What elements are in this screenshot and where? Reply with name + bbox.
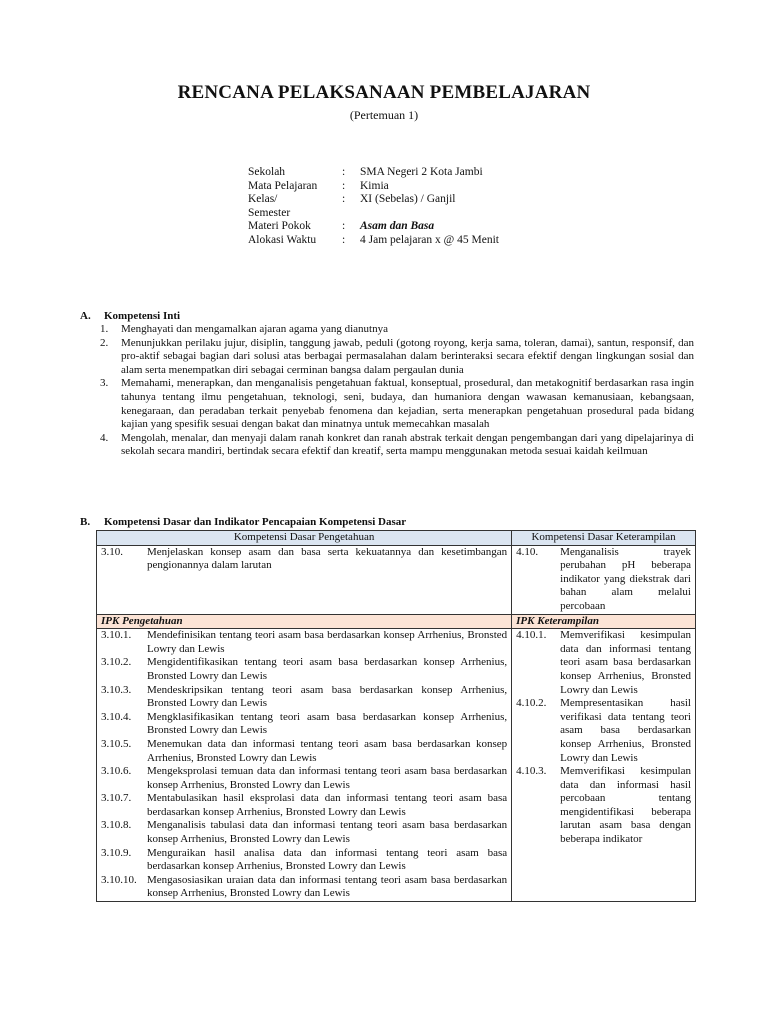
kompetensi-inti-list [100,323,694,459]
kd-item [101,546,507,573]
kd-number: 4.10. [516,545,539,558]
ipk-item [101,629,507,656]
ipk-item [101,765,507,792]
ipk-pengetahuan-label: IPK Pengetahuan [97,614,512,629]
list-item [100,337,694,378]
kd-item [516,546,691,614]
ipk-item [101,656,507,683]
identity-row [248,220,668,234]
identity-label: Semester [248,206,291,219]
kd-keterampilan-cell [512,545,696,614]
document-subtitle: (Pertemuan 1) [349,108,419,122]
list-number: 3. [100,377,109,390]
list-number: 1. [100,323,109,335]
identity-block [248,166,668,248]
ipk-item [516,765,691,847]
section-b-heading [80,516,406,530]
list-number: 2. [100,336,109,349]
column-header-pengetahuan: Kompetensi Dasar Pengetahuan [97,531,512,546]
identity-label: Alokasi Waktu [248,233,317,246]
identity-row [248,193,668,207]
ipk-item [101,792,507,819]
ipk-text: Menguraikan hasil analisa data dan informasi tentang teori asam basa berdasarkan konsep Arrhenius, Bronsted Lowry dan Lewis [147,846,508,873]
list-item [100,377,694,431]
identity-row [248,234,668,248]
section-title: Kompetensi Inti [104,310,181,322]
ipk-pengetahuan-cell [97,629,512,902]
list-text: Menunjukkan perilaku jujur, disiplin, tanggung jawab, peduli (gotong royong, kerja sama, toleran, damai), santun, responsif, dan pro-aktif sebagai bagian dari solusi atas berbagai permasalahan dalam berinteraksi secara efektif dengan lingkungan sosial dan alam serta menempatkan diri sebagai cerminan bangsa dalam pergaulan dunia [121,336,694,376]
list-item [100,432,694,459]
ipk-number: 3.10.3. [101,683,132,696]
column-header-keterampilan: Kompetensi Dasar Keterampilan [512,531,696,546]
ipk-number: 3.10.4. [101,710,132,723]
identity-separator: : [342,193,346,206]
section-letter: B. [80,516,91,528]
identity-value: Kimia [360,179,389,192]
ipk-text: Mentabulasikan hasil eksprolasi data dan informasi tentang teori asam basa berdasarkan konsep Arrhenius, Bronsted Lowry dan Lewis [147,792,508,818]
ipk-number: 4.10.3. [516,765,547,778]
kd-text: Menjelaskan konsep asam dan basa serta kekuatannya dan kesetimbangan pengionannya dalam larutan [147,545,508,572]
ipk-number: 3.10.7. [101,792,132,805]
identity-separator: : [342,166,346,178]
ipk-item [101,738,507,765]
ipk-item [101,847,507,874]
kd-pengetahuan-cell [97,545,512,614]
list-text: Menghayati dan mengamalkan ajaran agama yang dianutnya [121,323,388,335]
list-number: 4. [100,431,109,444]
identity-value: Asam dan Basa [360,220,435,233]
kd-number: 3.10. [101,545,123,558]
ipk-text: Mendefinisikan tentang teori asam basa berdasarkan konsep Arrhenius, Bronsted Lowry dan Lewis [147,629,508,655]
ipk-item [101,819,507,846]
kompetensi-dasar-table [96,530,696,902]
identity-label: Mata Pelajaran [248,179,318,192]
ipk-item [101,874,507,901]
ipk-number: 3.10.5. [101,737,132,750]
ipk-text: Memverifikasi kesimpulan data dan informasi tentang teori asam basa berdasarkan konsep Arrhenius, Bronsted Lowry dan Lewis [560,629,691,696]
identity-label: Kelas/ [248,193,278,206]
table-row [97,629,696,902]
identity-value: 4 Jam pelajaran x @ 45 Menit [360,233,499,246]
identity-value: SMA Negeri 2 Kota Jambi [360,166,483,178]
ipk-item [101,711,507,738]
ipk-text: Mendeskripsikan tentang teori asam basa berdasarkan konsep Arrhenius, Bronsted Lowry dan Lewis [147,683,508,710]
section-letter: A. [80,310,91,322]
ipk-item [101,684,507,711]
ipk-text: Memverifikasi kesimpulan data dan informasi hasil percobaan tentang mengidentifikasi beberapa larutan asam basa dengan beberapa indikator [560,765,691,846]
kd-text: Menganalisis trayek perubahan pH beberapa indikator yang diekstrak dari bahan alam melalui percobaan [560,545,691,612]
ipk-number: 3.10.9. [101,846,132,859]
ipk-number: 4.10.2. [516,697,547,710]
identity-label: Sekolah [248,166,286,178]
identity-row [248,166,668,180]
table-header-row [97,531,696,546]
ipk-number: 3.10.8. [101,819,132,832]
identity-separator: : [342,233,346,246]
identity-value [360,207,668,221]
identity-value: XI (Sebelas) / Ganjil [360,193,456,206]
identity-separator: : [342,220,346,233]
list-text: Mengolah, menalar, dan menyaji dalam ranah konkret dan ranah abstrak terkait dengan pengembangan dari yang dipelajarinya di sekolah secara mandiri, bertindak secara efektif dan kreatif, serta mampu menggunakan metoda sesuai kaidah keilmuan [121,431,694,458]
identity-separator: : [342,179,346,192]
ipk-text: Mengasosiasikan uraian data dan informasi tentang teori asam basa berdasarkan konsep Arrhenius, Bronsted Lowry dan Lewis [147,873,508,900]
identity-separator [342,207,360,221]
ipk-text: Mengklasifikasikan tentang teori asam basa berdasarkan konsep Arrhenius, Bronsted Lowry dan Lewis [147,710,508,737]
identity-label: Materi Pokok [248,220,311,233]
ipk-text: Mengeksprolasi temuan data dan informasi tentang teori asam basa berdasarkan konsep Arrhenius, Bronsted Lowry dan Lewis [147,765,508,791]
section-a-heading [80,310,180,324]
identity-row [248,180,668,194]
ipk-item [516,697,691,765]
ipk-header-row [97,614,696,629]
document-title: RENCANA PELAKSANAAN PEMBELAJARAN [177,82,591,103]
section-title: Kompetensi Dasar dan Indikator Pencapaian Kompetensi Dasar [104,516,407,528]
list-item [100,323,694,337]
ipk-number: 3.10.6. [101,765,132,778]
ipk-keterampilan-label: IPK Keterampilan [512,614,696,629]
ipk-text: Menganalisis tabulasi data dan informasi tentang teori asam basa berdasarkan konsep Arrhenius, Bronsted Lowry dan Lewis [147,819,508,846]
table-row [97,545,696,614]
ipk-text: Menemukan data dan informasi tentang teori asam basa berdasarkan konsep Arrhenius, Bronsted Lowry dan Lewis [147,737,508,764]
identity-row [248,207,668,221]
ipk-keterampilan-cell [512,629,696,902]
ipk-text: Mempresentasikan hasil verifikasi data tentang teori asam basa berdasarkan konsep Arrhenius, Bronsted Lowry dan Lewis [560,697,691,764]
list-text: Memahami, menerapkan, dan menganalisis pengetahuan faktual, konseptual, prosedural, dan metakognitif berdasarkan rasa ingin tahunya tentang ilmu pengetahuan, teknologi, seni, budaya, dan humaniora dengan wawasan kemanusiaan, kebangsaan, kenegaraan, dan peradaban terkait penyebab fenomena dan kejadian, serta menerapkan pengetahuan prosedural pada bidang kajian yang spesifik sesuai dengan bakat dan minatnya untuk memecahkan masalah [121,377,694,431]
ipk-text: Mengidentifikasikan tentang teori asam basa berdasarkan konsep Arrhenius, Bronsted Lowry dan Lewis [147,656,508,682]
ipk-item [516,629,691,697]
ipk-number: 3.10.10. [101,873,137,886]
ipk-number: 4.10.1. [516,629,547,642]
ipk-number: 3.10.2. [101,656,132,669]
ipk-number: 3.10.1. [101,629,132,642]
